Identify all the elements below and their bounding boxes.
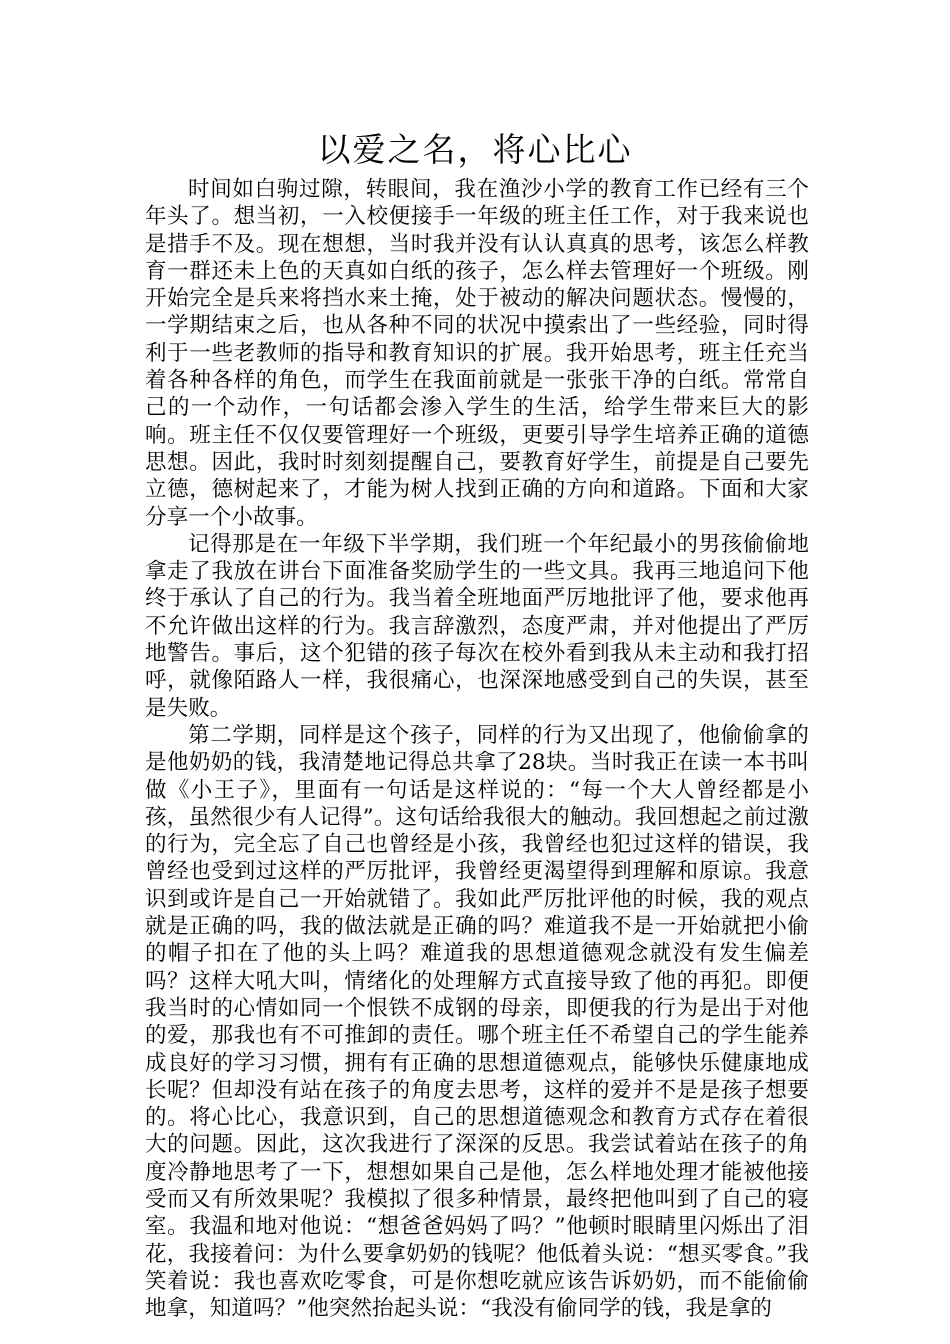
document-title: 以爱之名，将心比心	[317, 130, 633, 169]
paragraph-story-first-semester: 记得那是在一年级下半学期，我们班一个年纪最小的男孩偷偷地拿走了我放在讲台下面准备奖励学生的一些文具。我再三地追问下他终于承认了自己的行为。我当着全班地面严厉地批评了他，要求他再不允许做出这样的行为。我言辞激烈，态度严肃，并对他提出了严厉地警告。事后，这个犯错的孩子每次在校外看到我从未主动和我打招呼，就像陌路人一样，我很痛心，也深深地感受到自己的失误，甚至是失败。	[145, 531, 809, 721]
document-body	[145, 176, 809, 1322]
paragraph-story-second-semester: 第二学期，同样是这个孩子，同样的行为又出现了，他偷偷拿的是他奶奶的钱，我清楚地记得总共拿了28块。当时我正在读一本书叫做《小王子》，里面有一句话是这样说的：“每一个大人曾经都是小孩，虽然很少有人记得”。这句话给我很大的触动。我回想起之前过激的行为，完全忘了自己也曾经是小孩，我曾经也犯过这样的错误，我曾经也受到过这样的严厉批评，我曾经更渴望得到理解和原谅。我意识到或许是自己一开始就错了。我如此严厉批评他的时候，我的观点就是正确的吗，我的做法就是正确的吗？难道我不是一开始就把小偷的帽子扣在了他的头上吗？难道我的思想道德观念就没有发生偏差吗？这样大吼大叫，情绪化的处理解方式直接导致了他的再犯。即便我当时的心情如同一个恨铁不成钢的母亲，即便我的行为是出于对他的爱，那我也有不可推卸的责任。哪个班主任不希望自己的学生能养成良好的学习习惯，拥有有正确的思想道德观点，能够快乐健康地成长呢？但却没有站在孩子的角度去思考，这样的爱并不是是孩子想要的。将心比心，我意识到，自己的思想道德观念和教育方式存在着很大的问题。因此，这次我进行了深深的反思。我尝试着站在孩子的角度冷静地思考了一下，想想如果自己是他，怎么样地处理才能被他接受而又有所效果呢？我模拟了很多种情景，最终把他叫到了自己的寝室。我温和地对他说：“想爸爸妈妈了吗？”他顿时眼睛里闪烁出了泪花，我接着问：为什么要拿奶奶的钱呢？他低着头说：“想买零食。”我笑着说：我也喜欢吃零食，可是你想吃就应该告诉奶奶，而不能偷偷地拿，知道吗？”他突然抬起头说：“我没有偷同学的钱，我是拿的	[145, 722, 809, 1322]
paragraph-intro: 时间如白驹过隙，转眼间，我在渔沙小学的教育工作已经有三个年头了。想当初，一入校便接手一年级的班主任工作，对于我来说也是措手不及。现在想想，当时我并没有认认真真的思考，该怎么样教育一群还未上色的天真如白纸的孩子，怎么样去管理好一个班级。刚开始完全是兵来将挡水来土掩，处于被动的解决问题状态。慢慢的，一学期结束之后，也从各种不同的状况中摸索出了一些经验，同时得利于一些老教师的指导和教育知识的扩展。我开始思考，班主任充当着各种各样的角色，而学生在我面前就是一张张干净的白纸。常常自己的一个动作，一句话都会渗入学生的生活，给学生带来巨大的影响。班主任不仅仅要管理好一个班级，更要引导学生培养正确的道德思想。因此，我时时刻刻提醒自己，要教育好学生，前提是自己要先立德，德树起来了，才能为树人找到正确的方向和道路。下面和大家分享一个小故事。	[145, 177, 809, 530]
